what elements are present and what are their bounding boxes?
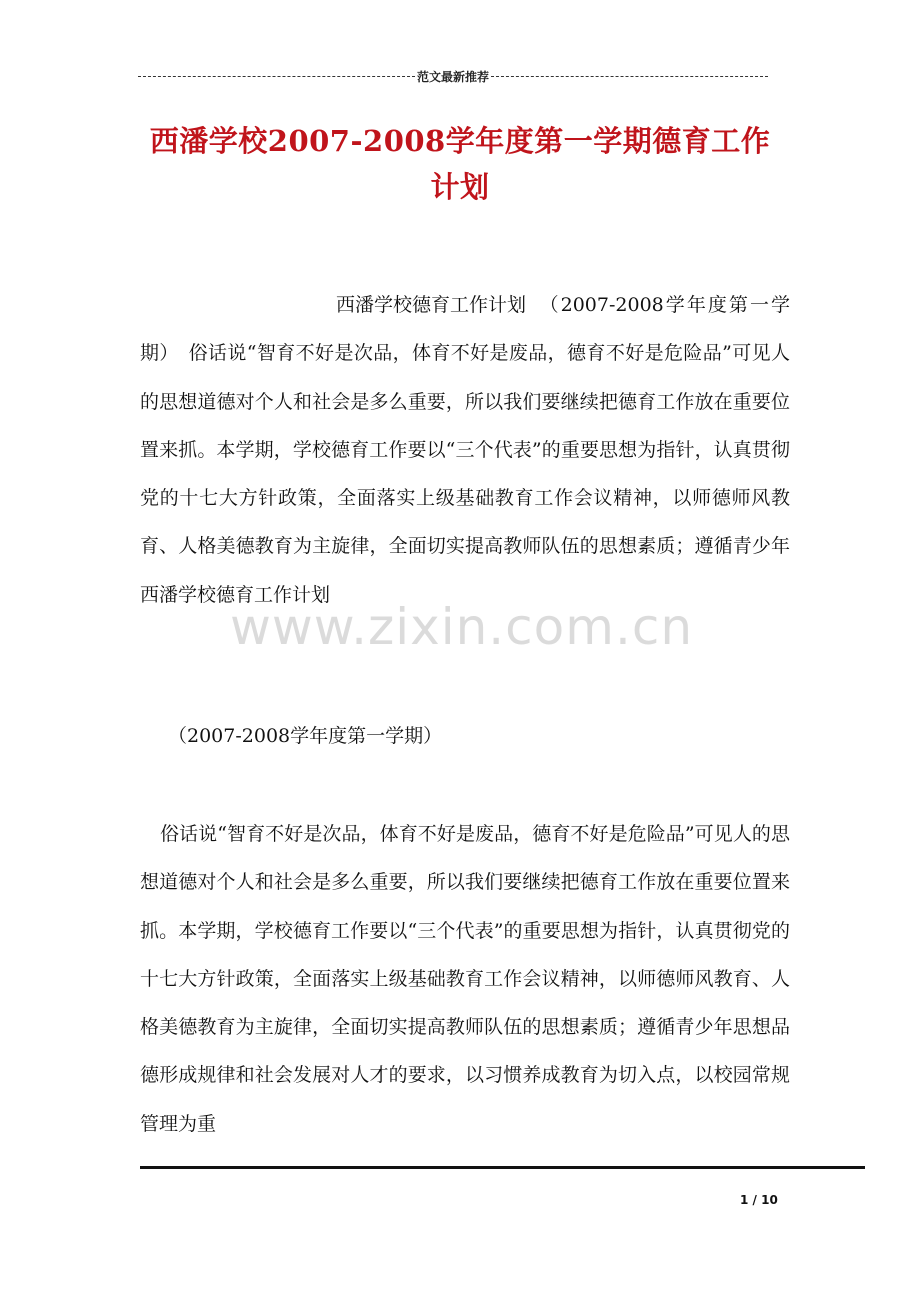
body-paragraph: 俗话说“智育不好是次品，体育不好是废品，德育不好是危险品”可见人的思想道德对个人和社会是多么重要，所以我们要继续把德育工作放在重要位置来抓。本学期，学校德育工作要以“三个代表”的重要思想为指针，认真贯彻党的十七大方针政策，全面落实上级基础教育工作会议精神，以师德师风教育、人格美德教育为主旋律，全面切实提高教师队伍的思想素质；遵循青少年思想品德形成规律和社会发展对人才的要求，以习惯养成教育为切入点，以校园常规管理为重 [140,823,790,1135]
year-line: （2007-2008学年度第一学期） [168,725,443,747]
footer-rule [140,1166,865,1169]
page-header [138,66,768,86]
intro-paragraph [140,281,790,619]
intro-text: （2007-2008学年度第一学期） 俗话说“智育不好是次品，体育不好是废品，德育不好是危险品”可见人的思想道德对个人和社会是多么重要，所以我们要继续把德育工作放在重要位置来抓。本学期，学校德育工作要以“三个代表”的重要思想为指针，认真贯彻党的十七大方针政策，全面落实上级基础教育工作会议精神，以师德师风教育、人格美德教育为主旋律，全面切实提高教师队伍的思想素质；遵循青少年西潘学校德育工作计划 [140,294,790,606]
header-label: 范文最新推荐 [417,69,490,84]
intro-heading: 西潘学校德育工作计划 [336,294,527,316]
watermark: www.zixin.com.cn [230,598,694,656]
header-dash-left [138,76,415,77]
document-title: 西潘学校2007-2008学年度第一学期德育工作计划 [149,124,771,204]
page-indicator: 1 / 10 [740,1193,778,1207]
header-dash-right [491,76,768,77]
